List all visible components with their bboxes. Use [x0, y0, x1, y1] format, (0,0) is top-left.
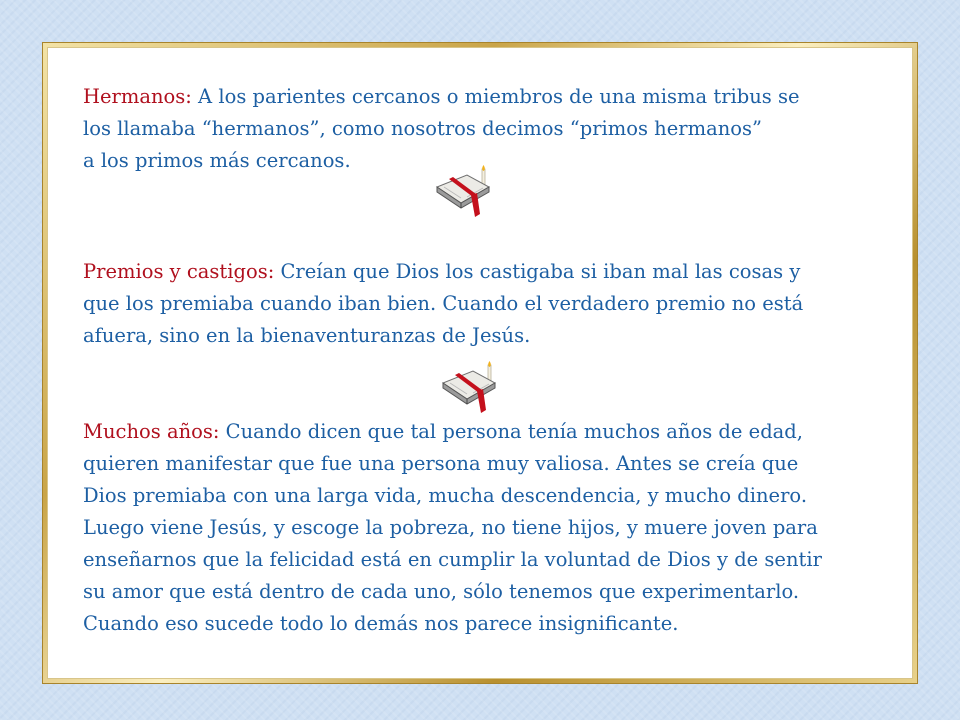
paragraph-muchos-anos: [83, 416, 913, 640]
paragraph-hermanos: [83, 81, 913, 177]
bible-candle-icon: [439, 361, 505, 423]
paragraph-premios-castigos: [83, 256, 913, 352]
content-panel: [47, 47, 913, 679]
term-definition: Cuando dicen que tal persona tenía muchos años de edad, quieren manifestar que fue una persona muy valiosa. Antes se creía que Dios premiaba con una larga vida, mucha descendencia, y mucho dinero. Luego viene Jesús, y escoge la pobreza, no tiene hijos, y muere joven para enseñarnos que la felicidad está en cumplir la voluntad de Dios y de sentir su amor que está dentro de cada uno, sólo tenemos que experimentarlo. Cuando eso sucede todo lo demás nos parece insignificante.: [83, 420, 822, 635]
term-definition: A los parientes cercanos o miembros de una misma tribus se los llamaba “hermanos”, como nosotros decimos “primos hermanos” a los primos más cercanos.: [83, 85, 800, 172]
term-label: Premios y castigos:: [83, 260, 275, 283]
term-definition: Creían que Dios los castigaba si iban mal las cosas y que los premiaba cuando iban bien. Cuando el verdadero premio no está afuera, sino en la bienaventuranzas de Jesús.: [83, 260, 804, 347]
term-label: Hermanos:: [83, 85, 192, 108]
term-label: Muchos años:: [83, 420, 220, 443]
gold-frame: [43, 43, 917, 683]
bible-candle-icon: [433, 165, 499, 227]
